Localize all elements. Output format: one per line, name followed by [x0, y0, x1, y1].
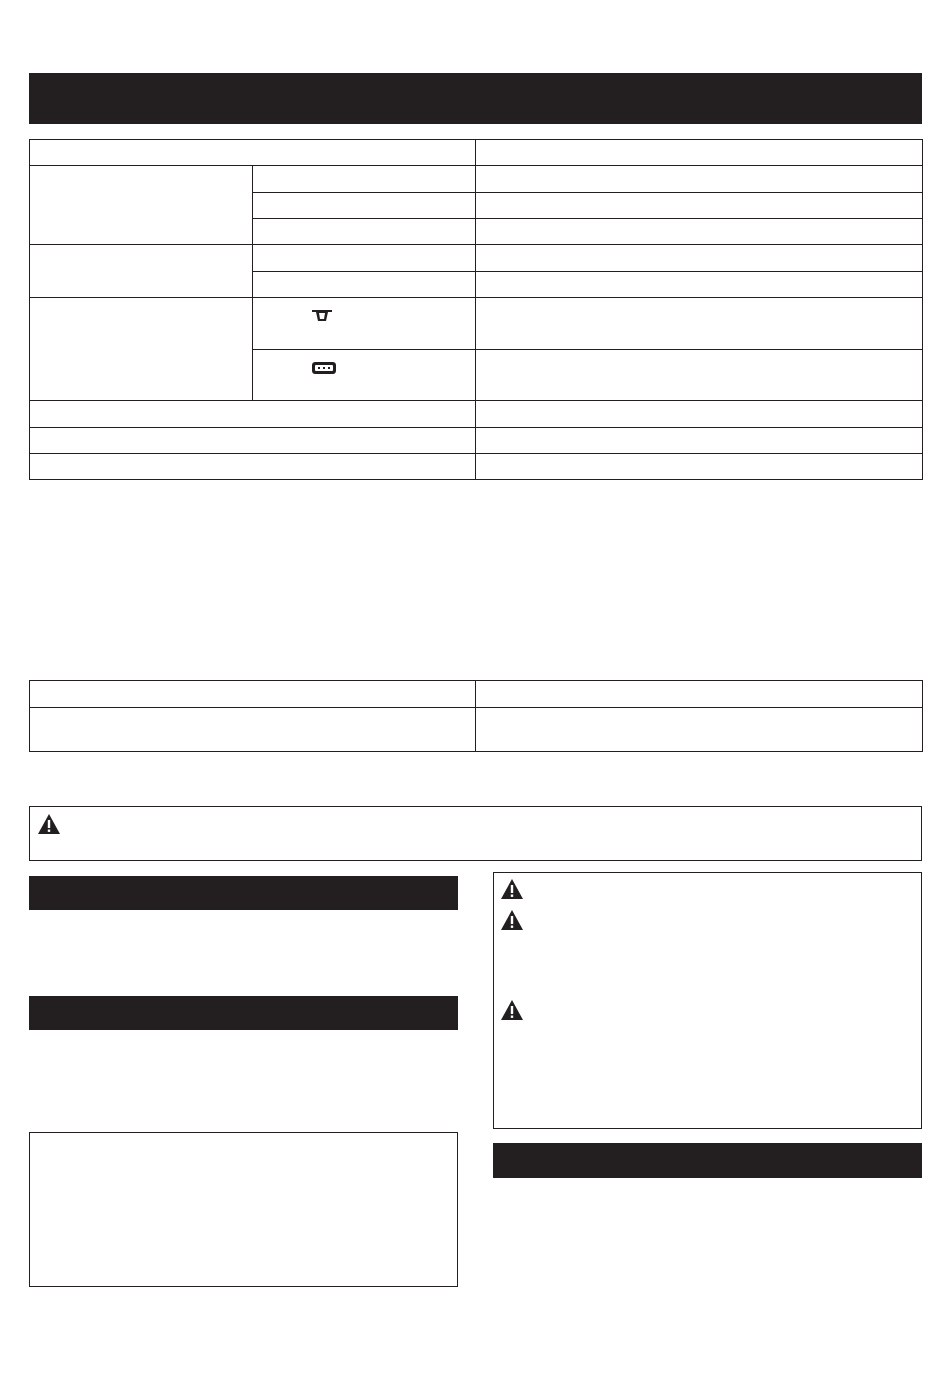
second-table [29, 680, 923, 752]
table-row [30, 428, 923, 454]
table-sub-cell [253, 298, 476, 350]
section-heading-bar [29, 876, 458, 910]
table-value-cell [30, 708, 476, 752]
table-group-cell [30, 166, 253, 245]
table-sub-cell [253, 219, 476, 245]
table-row [30, 454, 923, 480]
section-body [29, 1038, 458, 1122]
table-sub-cell [253, 193, 476, 219]
table-sub-cell [253, 166, 476, 193]
section-heading-bar [29, 996, 458, 1030]
table-group-cell [30, 298, 253, 401]
table-row [30, 708, 923, 752]
table-row [30, 401, 923, 428]
table-value-cell [476, 298, 923, 350]
table-sub-cell [253, 245, 476, 272]
warning-triangle-icon [500, 909, 524, 931]
table-group-cell [30, 245, 253, 298]
table-value-cell [476, 401, 923, 428]
page-title-bar [29, 73, 922, 124]
table-value-cell [476, 454, 923, 480]
warning-triangle-icon [500, 878, 524, 900]
section-body [29, 918, 458, 988]
table-label-cell [30, 454, 476, 480]
table-header-cell [30, 140, 476, 166]
table-row [30, 245, 923, 272]
table-value-cell [476, 350, 923, 401]
table-value-cell [476, 219, 923, 245]
table-row [30, 298, 923, 350]
table-value-cell [476, 166, 923, 193]
specifications-table [29, 139, 923, 480]
warning-box [493, 872, 922, 1129]
section-heading-bar [493, 1143, 922, 1178]
table-header-cell [30, 681, 476, 708]
warning-triangle-icon [500, 999, 524, 1021]
table-value-cell [476, 193, 923, 219]
table-row [30, 166, 923, 193]
general-warning-box [29, 806, 922, 861]
note-box [29, 1132, 458, 1287]
section-body [493, 1186, 922, 1286]
warning-triangle-icon [37, 813, 61, 835]
table-value-cell [476, 428, 923, 454]
table-sub-cell [253, 272, 476, 298]
table-header-row [30, 681, 923, 708]
table-header-cell [476, 681, 923, 708]
nozzle-icon [311, 309, 333, 326]
table-header-row [30, 140, 923, 166]
table-label-cell [30, 401, 476, 428]
table-sub-cell [253, 350, 476, 401]
table-value-cell [476, 245, 923, 272]
table-label-cell [30, 428, 476, 454]
multi-nozzle-icon [311, 361, 337, 378]
table-value-cell [476, 272, 923, 298]
table-header-cell [476, 140, 923, 166]
table-value-cell [476, 708, 923, 752]
